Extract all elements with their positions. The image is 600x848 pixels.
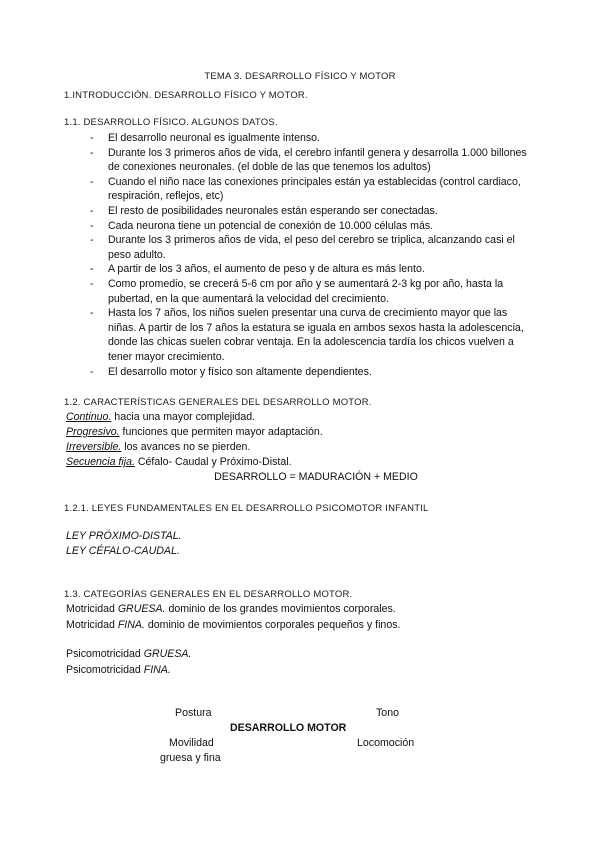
document-title: TEMA 3. DESARROLLO FÍSICO Y MOTOR (204, 71, 396, 82)
diagram-movilidad-line2: gruesa y fina (160, 752, 221, 764)
diagram-center: DESARROLLO MOTOR (230, 722, 347, 734)
characteristic-desc: Céfalo- Caudal y Próximo-Distal. (134, 456, 292, 468)
list-item: - Durante los 3 primeros años de vida, el peso del cerebro se triplica, alcanzando casi el peso adulto. (90, 233, 530, 262)
psychomotor-item (66, 663, 191, 679)
categories-list (66, 602, 400, 633)
characteristic-item (66, 410, 526, 425)
characteristic-item (66, 455, 526, 470)
psychomotor-prefix: Psicomotricidad (66, 648, 144, 660)
characteristics-list (66, 410, 526, 485)
section-heading-1-2: 1.2. CARACTERÍSTICAS GENERALES DEL DESARROLLO MOTOR. (64, 397, 372, 408)
list-item: - A partir de los 3 años, el aumento de peso y de altura es más lento. (90, 262, 530, 277)
list-item: - Hasta los 7 años, los niños suelen presentar una curva de crecimiento mayor que las niñas. A partir de los 7 años la estatura se iguala en ambos sexos hasta la adolescencia, donde las chicas suelen cobrar ventaja. En la adolescencia tardía los chicos vuelven a tener mayor crecimiento. (90, 306, 530, 364)
category-term: FINA. (117, 618, 145, 631)
diagram-tono: Tono (376, 707, 399, 719)
category-term: GRUESA. (117, 603, 166, 615)
characteristic-desc: hacia una mayor complejidad. (111, 411, 256, 423)
category-desc: dominio de movimientos corporales pequeños y finos. (144, 618, 401, 631)
development-formula: DESARROLLO = MADURACIÓN + MEDIO (214, 471, 418, 483)
list-item: - El resto de posibilidades neuronales están esperando ser conectadas. (90, 204, 530, 219)
data-bullet-list (90, 131, 530, 379)
characteristic-item (66, 440, 526, 455)
diagram-postura: Postura (175, 707, 212, 719)
characteristic-term: Progresivo. (66, 426, 120, 438)
laws-list (66, 529, 182, 559)
psychomotor-list (66, 647, 191, 678)
section-heading-1: 1.INTRODUCCIÓN. DESARROLLO FÍSICO Y MOTOR. (64, 90, 308, 101)
characteristic-desc: funciones que permiten mayor adaptación. (119, 426, 323, 438)
category-item (66, 618, 400, 634)
characteristic-term: Irreversible. (66, 441, 122, 453)
diagram-locomocion: Locomoción (357, 737, 415, 749)
psychomotor-term: GRUESA. (143, 648, 192, 660)
section-heading-1-2-1: 1.2.1. LEYES FUNDAMENTALES EN EL DESARROLLO PSICOMOTOR INFANTIL (64, 503, 429, 514)
psychomotor-term: FINA. (143, 663, 171, 676)
characteristic-term: Secuencia fija. (66, 456, 135, 468)
list-item: - Como promedio, se crecerá 5-6 cm por año y se aumentará 2-3 kg por año, hasta la pubertad, en la que aumentará la velocidad del crecimiento. (90, 277, 530, 306)
category-desc: dominio de los grandes movimientos corporales. (165, 603, 396, 615)
section-heading-1-1: 1.1. DESARROLLO FÍSICO. ALGUNOS DATOS. (64, 117, 278, 128)
list-item: - El desarrollo neuronal es igualmente intenso. (90, 131, 530, 146)
category-item (66, 602, 400, 618)
section-heading-1-3: 1.3. CATEGORÍAS GENERALES EN EL DESARROLLO MOTOR. (64, 589, 353, 600)
psychomotor-prefix: Psicomotricidad (66, 663, 144, 676)
law-item: LEY PRÓXIMO-DISTAL. (66, 530, 182, 542)
list-item: - El desarrollo motor y físico son altamente dependientes. (90, 365, 530, 380)
characteristic-item (66, 425, 526, 440)
list-item: - Cada neurona tiene un potencial de conexión de 10.000 células más. (90, 219, 530, 234)
list-item: - Durante los 3 primeros años de vida, el cerebro infantil genera y desarrolla 1.000 billones de conexiones neuronales. (el doble de las que tenemos los adultos) (90, 146, 530, 175)
characteristic-term: Continuo. (66, 411, 112, 423)
list-item: - Cuando el niño nace las conexiones principales están ya establecidas (control cardiaco, respiración, reflejos, etc) (90, 175, 530, 204)
psychomotor-item (66, 647, 191, 663)
category-prefix: Motricidad (66, 618, 118, 631)
characteristic-desc: los avances no se pierden. (121, 441, 251, 453)
diagram-movilidad-line1: Movilidad (169, 737, 214, 749)
law-item: LEY CÉFALO-CAUDAL. (66, 545, 180, 557)
category-prefix: Motricidad (66, 603, 118, 615)
